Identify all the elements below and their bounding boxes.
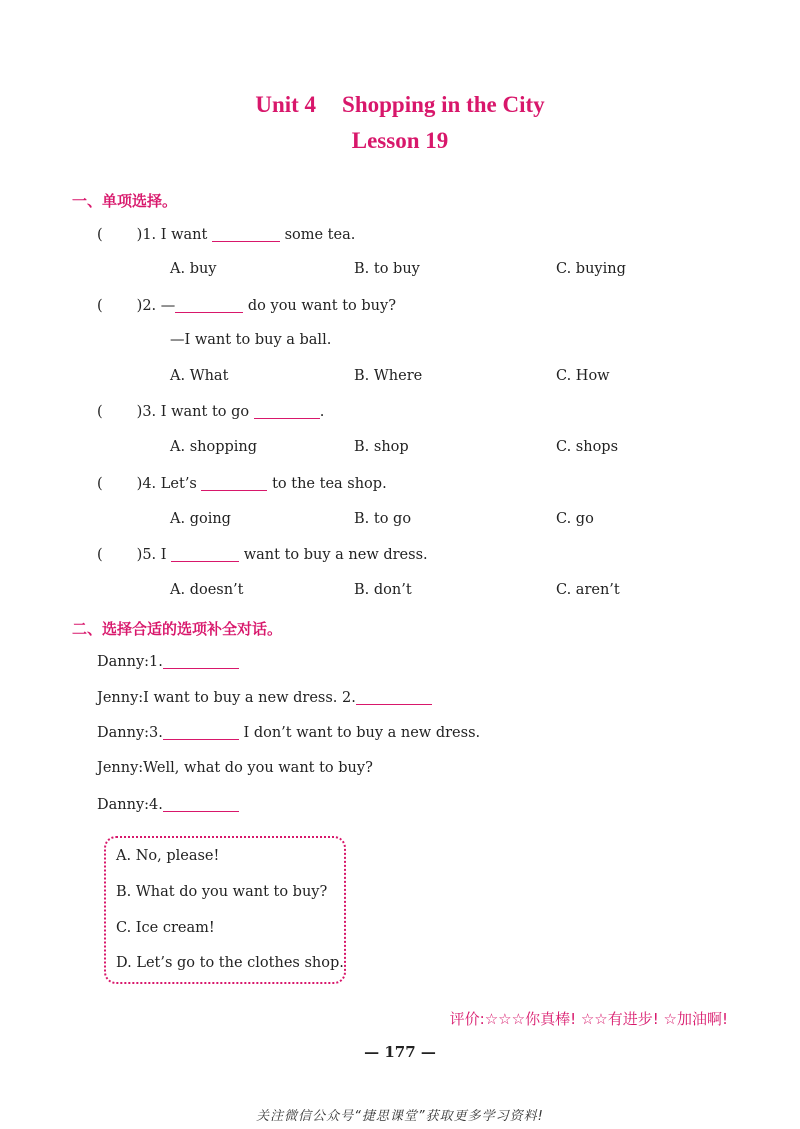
- question-text-before: Let’s: [160, 476, 197, 492]
- dialogue-line-4: [97, 760, 373, 776]
- blank-number: 1.: [149, 654, 163, 670]
- question-text-before: I want: [160, 227, 208, 243]
- dialogue-line-5: [97, 796, 239, 813]
- dialogue-line-3: [97, 724, 480, 741]
- question-text-before: I: [160, 547, 167, 563]
- option-b[interactable]: B. Where: [354, 368, 423, 384]
- unit-name: Shopping in the City: [342, 92, 545, 117]
- choice-d[interactable]: D. Let’s go to the clothes shop.: [116, 955, 344, 971]
- option-a[interactable]: A. going: [170, 511, 231, 527]
- section-2-heading: 二、选择合适的选项补全对话。: [72, 620, 283, 638]
- choice-b[interactable]: B. What do you want to buy?: [116, 884, 328, 900]
- answer-paren-open: (: [97, 227, 103, 243]
- fill-blank[interactable]: [163, 653, 239, 669]
- speaker-name: Jenny:: [97, 760, 144, 776]
- lesson-title: Lesson 19: [351, 128, 449, 153]
- question-number: )4.: [136, 476, 157, 492]
- speaker-name: Jenny:: [97, 690, 144, 706]
- option-c[interactable]: C. How: [556, 368, 610, 384]
- question-2: [97, 297, 396, 314]
- fill-blank[interactable]: [175, 297, 243, 313]
- option-a[interactable]: A. shopping: [170, 439, 258, 455]
- question-text-after: want to buy a new dress.: [243, 547, 428, 563]
- option-b[interactable]: B. to buy: [354, 261, 420, 277]
- question-text-after: to the tea shop.: [272, 476, 387, 492]
- fill-blank[interactable]: [201, 475, 267, 491]
- question-3: [97, 403, 324, 420]
- dialogue-text: Well, what do you want to buy?: [143, 760, 373, 776]
- option-c[interactable]: C. aren’t: [556, 582, 620, 598]
- unit-label: Unit 4: [255, 92, 317, 117]
- dialogue-line-2: [97, 689, 432, 706]
- question-number: )5.: [136, 547, 157, 563]
- choice-c[interactable]: C. Ice cream!: [116, 920, 215, 936]
- dialogue-text: I don’t want to buy a new dress.: [238, 725, 481, 741]
- question-number: )2.: [136, 298, 157, 314]
- fill-blank[interactable]: [171, 546, 239, 562]
- option-b[interactable]: B. shop: [354, 439, 409, 455]
- speaker-name: Danny:: [97, 797, 150, 813]
- blank-number: 4.: [149, 797, 163, 813]
- footer-note: 关注微信公众号“捷思课堂”获取更多学习资料!: [256, 1109, 544, 1124]
- page-number: — 177 —: [364, 1043, 436, 1061]
- fill-blank[interactable]: [254, 403, 320, 419]
- question-number: )1.: [136, 227, 157, 243]
- self-evaluation: 评价:☆☆☆你真棒! ☆☆有进步! ☆加油啊!: [449, 1010, 728, 1028]
- question-text-before: I want to go: [160, 404, 250, 420]
- option-b[interactable]: B. to go: [354, 511, 412, 527]
- question-1: [97, 226, 355, 243]
- question-5: [97, 546, 428, 563]
- fill-blank[interactable]: [163, 724, 239, 740]
- unit-title: [0, 92, 800, 118]
- option-a[interactable]: A. What: [170, 368, 229, 384]
- dialogue-line-1: [97, 653, 239, 670]
- option-c[interactable]: C. shops: [556, 439, 619, 455]
- option-a[interactable]: A. doesn’t: [170, 582, 244, 598]
- answer-paren-open: (: [97, 404, 103, 420]
- speaker-name: Danny:: [97, 725, 150, 741]
- question-text-after: do you want to buy?: [247, 298, 396, 314]
- option-b[interactable]: B. don’t: [354, 582, 412, 598]
- question-number: )3.: [136, 404, 157, 420]
- blank-number: 3.: [149, 725, 163, 741]
- question-text-after: .: [319, 404, 325, 420]
- answer-paren-open: (: [97, 476, 103, 492]
- fill-blank[interactable]: [356, 689, 432, 705]
- question-4: [97, 475, 387, 492]
- option-c[interactable]: C. buying: [556, 261, 626, 277]
- blank-number: 2.: [342, 690, 356, 706]
- question-text-after: some tea.: [284, 227, 356, 243]
- question-2-reply: —I want to buy a ball.: [170, 332, 332, 348]
- question-text-before: —: [160, 298, 176, 314]
- dialogue-text: I want to buy a new dress.: [143, 690, 343, 706]
- choice-a[interactable]: A. No, please!: [116, 848, 220, 864]
- answer-paren-open: (: [97, 547, 103, 563]
- section-1-heading: 一、单项选择。: [72, 192, 178, 210]
- fill-blank[interactable]: [163, 796, 239, 812]
- answer-paren-open: (: [97, 298, 103, 314]
- option-a[interactable]: A. buy: [170, 261, 217, 277]
- option-c[interactable]: C. go: [556, 511, 594, 527]
- fill-blank[interactable]: [212, 226, 280, 242]
- speaker-name: Danny:: [97, 654, 150, 670]
